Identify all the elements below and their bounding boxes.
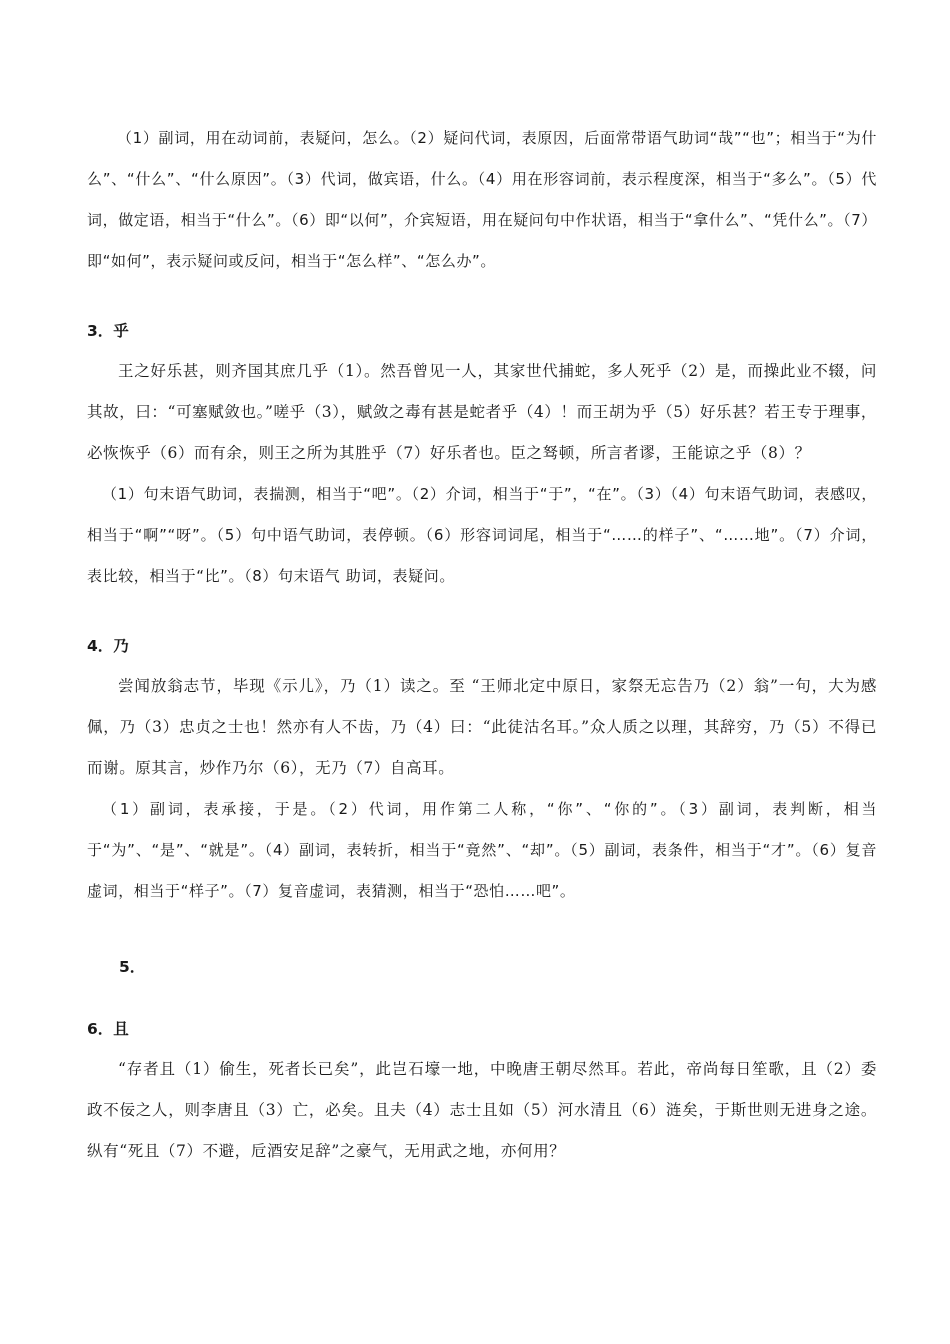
gloss-paragraph-hu: （1）句末语气助词，表揣测，相当于“吧”。（2）介词，相当于“于”，“在”。（3）（4）句末语气助词，表感叹，相当于“啊”“呀”。（5）句中语气助词，表停顿。（6）形容词词尾，相当于“……的样子”、“……地”。（7）介词，表比较，相当于“比”。（8）句末语气 助词，表疑问。 <box>87 485 877 585</box>
gloss-paragraph-he: （1）副词，用在动词前，表疑问，怎么。（2）疑问代词，表原因，后面常带语气助词“哉”“也”；相当于“为什么”、“什么”、“什么原因”。（3）代词，做宾语，什么。（4）用在形容词前，表示程度深，相当于“多么”。（5）代词，做定语，相当于“什么”。（6）即“以何”，介宾短语，用在疑问句中作状语，相当于“拿什么”、“凭什么”。（7）即“如何”，表示疑问或反问，相当于“怎么样”、“怎么办”。 <box>87 129 877 270</box>
example-paragraph-qie: “存者且（1）偷生，死者长已矣”，此岂石壕一地，中晚唐王朝尽然耳。若此，帝尚每日笙歌，且（2）委政不佞之人，则李唐且（3）亡，必矣。且夫（4）志士且如（5）河水清且（6）涟矣，于斯世则无进身之途。纵有“死且（7）不避，卮酒安足辞”之豪气，无用武之地，亦何用？ <box>87 1060 877 1160</box>
section-heading-hu: 3．乎 <box>87 322 129 340</box>
example-paragraph-nai: 尝闻放翁志节，毕现《示儿》，乃（1）读之。至 “王师北定中原日，家祭无忘告乃（2）翁”一句，大为感佩，乃（3）忠贞之士也！然亦有人不齿，乃（4）曰：“此徒沽名耳。”众人质之以理，其辞穷，乃（5）不得已而谢。原其言，炒作乃尔（6），无乃（7）自高耳。 <box>87 677 877 777</box>
section-heading-nai: 4．乃 <box>87 637 129 655</box>
section-heading-5: 5． <box>119 958 146 976</box>
example-paragraph-hu: 王之好乐甚，则齐国其庶几乎（1）。然吾曾见一人，其家世代捕蛇，多人死乎（2）是，而操此业不辍，问其故，曰：“可塞赋敛也。”嗟乎（3），赋敛之毒有甚是蛇者乎（4）！而王胡为乎（5）好乐甚？若王专于理事，必恢恢乎（6）而有余，则王之所为其胜乎（7）好乐者也。臣之驽顿，所言者谬，王能谅之乎（8）？ <box>87 362 877 462</box>
gloss-paragraph-nai: （1）副词，表承接，于是。（2）代词，用作第二人称，“你”、“你的”。（3）副词，表判断，相当于“为”、“是”、“就是”。（4）副词，表转折，相当于“竟然”、“却”。（5）副词，表条件，相当于“才”。（6）复音虚词，相当于“样子”。（7）复音虚词，表猜测，相当于“恐怕……吧”。 <box>87 800 877 900</box>
document-page <box>87 118 877 1172</box>
section-heading-qie: 6．且 <box>87 1020 129 1038</box>
